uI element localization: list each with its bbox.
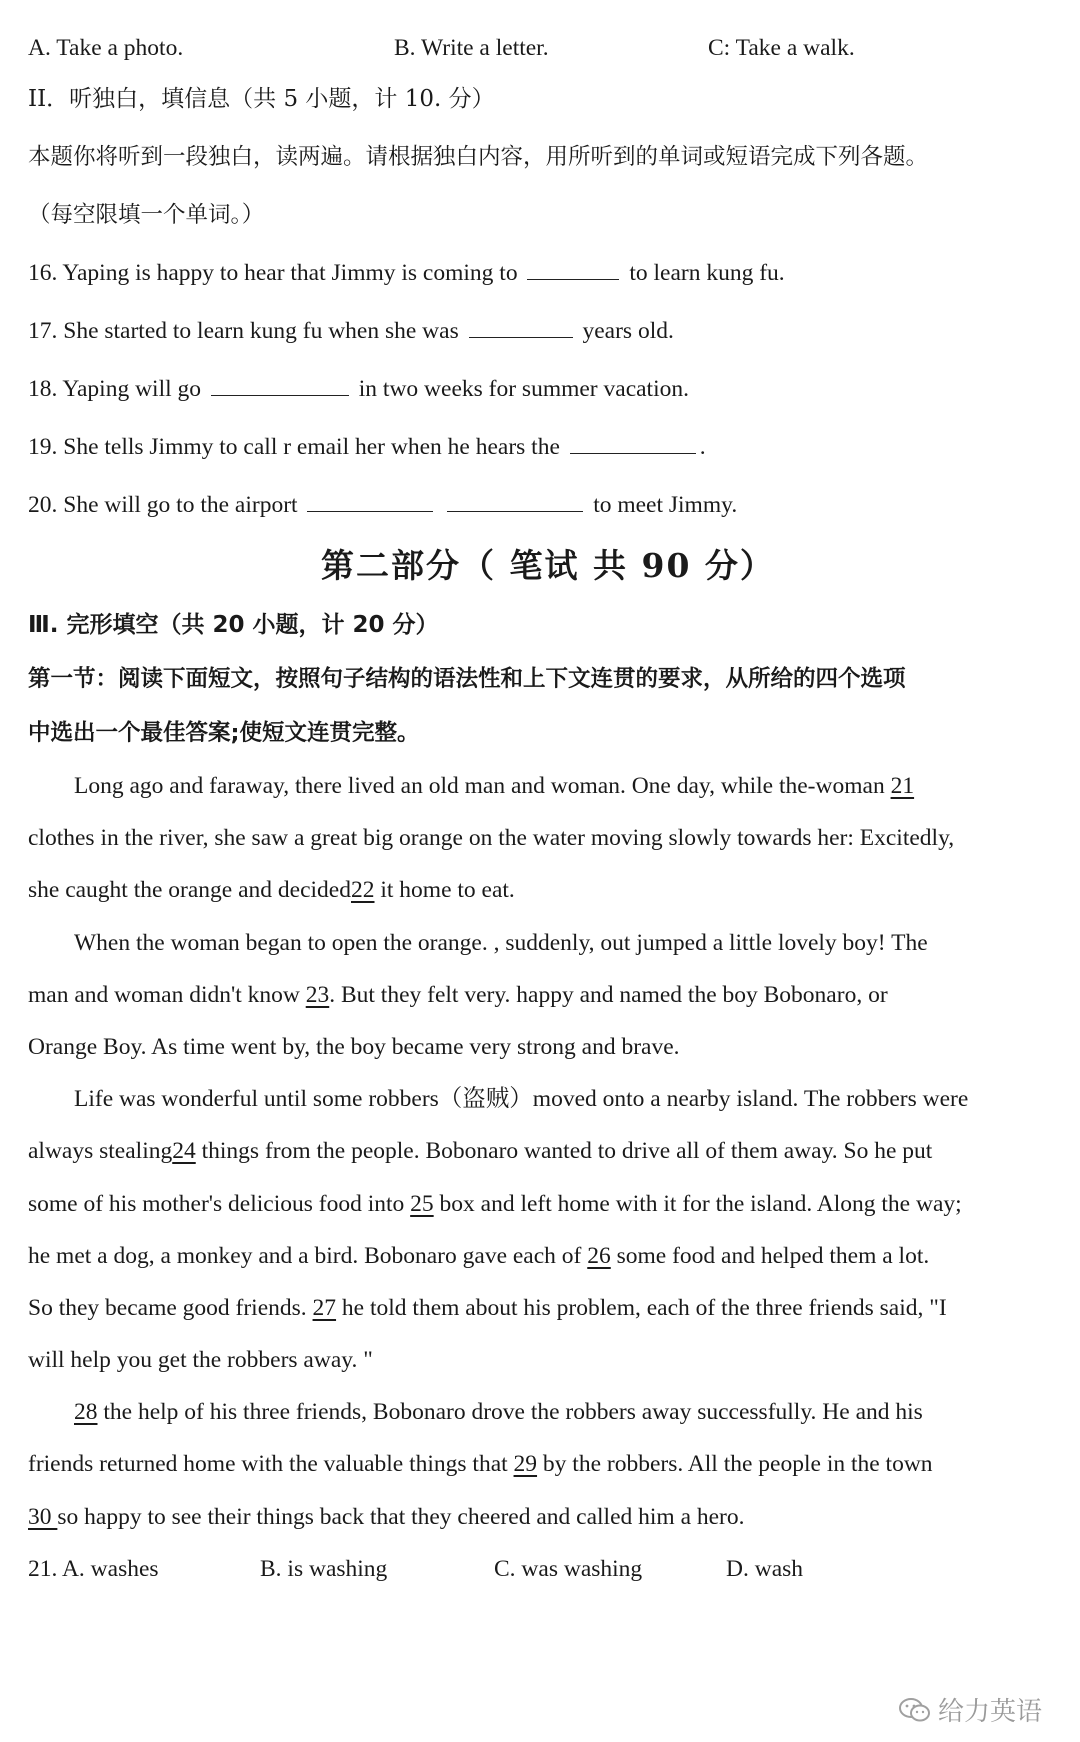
answer-blank (469, 315, 573, 338)
option-b: B. Write a letter. (394, 35, 549, 61)
passage-line: Life was wonderful until some robbers（盗贼）moved onto a nearby island. The robbers were (74, 1086, 969, 1113)
blank-number-30: 30 (28, 1503, 58, 1530)
passage-text: some food and helped them a lot. (610, 1242, 930, 1269)
section-3-heading: Ⅲ. 完形填空（共 20 小题，计 20 分） (28, 612, 439, 638)
question-20-text: 20. She will go to the airport (28, 492, 298, 518)
passage-text: he met a dog, a monkey and a bird. Bobonaro gave each of (28, 1242, 588, 1269)
question-20 (28, 476, 1068, 534)
passage-text: she caught the orange and decided (28, 877, 351, 904)
answer-blank (527, 257, 619, 280)
question-19 (28, 418, 1068, 476)
blank-number-27: 27 (312, 1294, 337, 1321)
blank-number-21: 21 (890, 773, 915, 799)
wechat-icon (898, 1697, 932, 1723)
passage-text: it home to eat. (374, 877, 515, 904)
passage-text: friends returned home with the valuable things that (28, 1451, 514, 1478)
answer-options-21 (28, 1543, 1068, 1595)
question-18-text-end: in two weeks for summer vacation. (358, 376, 689, 402)
passage-line (28, 1178, 1068, 1230)
blank-number-22: 22 (351, 877, 375, 904)
question-18-text: 18. Yaping will go (28, 376, 202, 402)
passage-line: When the woman began to open the orange. , suddenly, out jumped a little lovely boy! The (74, 929, 928, 956)
answer-21-d: D. wash (726, 1555, 804, 1582)
passage-text: box and left home with it for the island. Along the way; (433, 1190, 962, 1217)
blank-number-29: 29 (513, 1451, 538, 1478)
blank-number-24: 24 (172, 1138, 196, 1165)
passage-line (28, 969, 1068, 1021)
answer-21-b: B. is washing (260, 1555, 388, 1582)
passage-text: things from the people. Bobonaro wanted to drive all of them away. So he put (195, 1138, 933, 1165)
question-17 (28, 302, 1068, 360)
passage-text: So they became good friends. (28, 1294, 313, 1321)
passage-text: always stealing (28, 1138, 173, 1165)
answer-blank (570, 431, 696, 454)
passage-text: he told them about his problem, each of the three friends said, "I (336, 1294, 947, 1321)
question-18 (28, 360, 1068, 418)
passage-text: man and woman didn't know (28, 981, 306, 1008)
passage-text: by the robbers. All the people in the town (537, 1451, 933, 1478)
question-17-text: 17. She started to learn kung fu when she was (28, 318, 459, 344)
answer-blank (447, 489, 583, 512)
passage-text: the help of his three friends, Bobonaro drove the robbers away successfully. He and his (97, 1399, 923, 1426)
question-16-text-end: to learn kung fu. (629, 260, 785, 286)
option-a: A. Take a photo. (28, 35, 184, 61)
question-19-text: 19. She tells Jimmy to call r email her when he hears the (28, 434, 560, 460)
question-16-text: 16. Yaping is happy to hear that Jimmy is coming to (28, 260, 518, 286)
passage-line (28, 1125, 1068, 1177)
section-3-instruction-cont: 中选出一个最佳答案;使短文连贯完整。 (28, 720, 420, 746)
passage-line (28, 1282, 1068, 1334)
answer-blank (307, 489, 433, 512)
passage-line: clothes in the river, she saw a great big orange on the water moving slowly towards her: Excitedly, (28, 825, 955, 852)
passage-text: some of his mother's delicious food into (28, 1190, 411, 1217)
passage-text: . But they felt very. happy and named the boy Bobonaro, or (329, 981, 888, 1008)
passage-line: will help you get the robbers away. " (28, 1347, 373, 1374)
passage-line (28, 1491, 1068, 1543)
section-3-instruction: 第一节：阅读下面短文，按照句子结构的语法性和上下文连贯的要求，从所给的四个选项 (28, 666, 906, 692)
passage-line (28, 1230, 1068, 1282)
answer-blank (211, 373, 349, 396)
blank-number-25: 25 (410, 1190, 434, 1217)
answer-21-c: C. was washing (494, 1555, 643, 1582)
option-c: C: Take a walk. (708, 35, 855, 61)
top-options-row (28, 26, 1068, 70)
question-19-text-end: . (699, 434, 706, 460)
watermark-text: 给力英语 (937, 1697, 1042, 1727)
passage-text: so happy to see their things back that they cheered and called him a hero. (57, 1503, 745, 1530)
passage-line (28, 1386, 1068, 1438)
section-2-instruction-note: （每空限填一个单词。） (28, 202, 265, 228)
passage-line: Orange Boy. As time went by, the boy became very strong and brave. (28, 1033, 680, 1060)
section-2-heading: II．听独白，填信息（共 5 小题，计 10. 分） (28, 86, 495, 112)
blank-number-28: 28 (74, 1399, 98, 1426)
section-2-instruction: 本题你将听到一段独白，读两遍。请根据独白内容，用所听到的单词或短语完成下列各题。 (28, 144, 929, 170)
exam-page (28, 26, 1068, 1595)
blank-number-26: 26 (587, 1242, 611, 1269)
part-2-title: 第二部分（ 笔试 共 90 分） (321, 546, 775, 585)
passage-line (28, 1438, 1068, 1490)
blank-number-23: 23 (305, 981, 330, 1008)
passage-line (28, 864, 1068, 916)
passage (28, 760, 1068, 1543)
answer-21-a: 21. A. washes (28, 1555, 159, 1582)
question-16 (28, 244, 1068, 302)
question-17-text-end: years old. (582, 318, 674, 344)
watermark (898, 1691, 1042, 1728)
question-20-text-end: to meet Jimmy. (593, 492, 738, 518)
passage-text: Long ago and faraway, there lived an old man and woman. One day, while the-woman (74, 773, 891, 799)
passage-line (28, 760, 1068, 812)
